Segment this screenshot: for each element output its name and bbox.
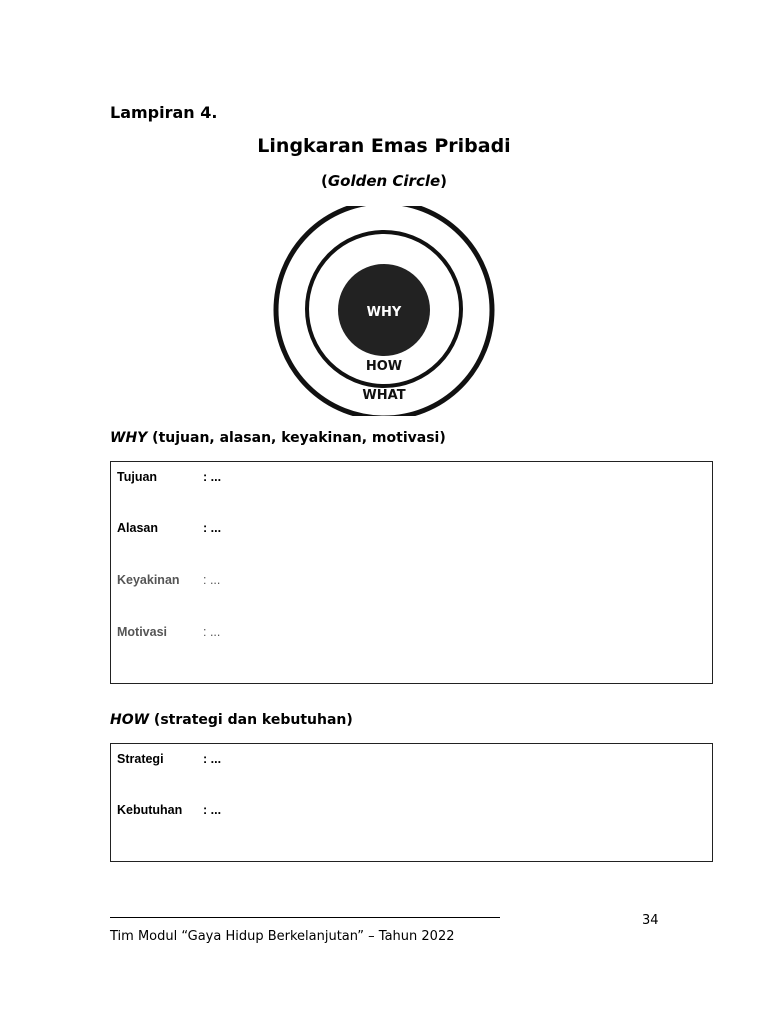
row-value[interactable]: : ... [203,752,222,766]
row-label: Tujuan [117,470,158,484]
page-title: Lingkaran Emas Pribadi [257,135,511,157]
row-label: Alasan [117,521,158,535]
row-value[interactable]: : ... [203,573,221,587]
footer-divider [110,917,500,918]
why-row-keyakinan [117,573,220,587]
why-row-motivasi [117,625,220,639]
subtitle-close: ) [440,172,448,190]
why-heading [110,430,446,446]
how-heading-italic: HOW [110,712,150,728]
middle-label: HOW [365,359,403,374]
subtitle-italic: Golden Circle [327,172,441,190]
page-subtitle [0,172,768,190]
row-value[interactable]: : ... [203,803,222,817]
row-label: Kebutuhan [117,803,183,817]
row-value[interactable]: : ... [203,470,222,484]
how-box [110,743,713,862]
row-label: Motivasi [117,625,168,639]
row-label: Keyakinan [117,573,180,587]
row-label: Strategi [117,752,164,766]
row-value[interactable]: : ... [203,625,221,639]
why-heading-italic: WHY [110,430,148,446]
why-row-tujuan [117,470,221,484]
golden-circle-svg [268,206,500,416]
subtitle-open: ( [320,172,328,190]
why-row-alasan [117,521,221,535]
appendix-label: Lampiran 4. [110,103,218,122]
outer-label: WHAT [362,388,406,403]
row-value[interactable]: : ... [203,521,222,535]
footer-text: Tim Modul “Gaya Hidup Berkelanjutan” – Tahun 2022 [110,929,455,944]
how-row-kebutuhan [117,803,221,817]
page-number: 34 [642,913,659,928]
how-heading [110,712,353,728]
how-heading-rest: (strategi dan kebutuhan) [149,712,353,728]
why-box [110,461,713,684]
inner-label: WHY [366,305,402,320]
how-row-strategi [117,752,221,766]
golden-circle-diagram [268,206,500,416]
why-heading-rest: (tujuan, alasan, keyakinan, motivasi) [147,430,446,446]
